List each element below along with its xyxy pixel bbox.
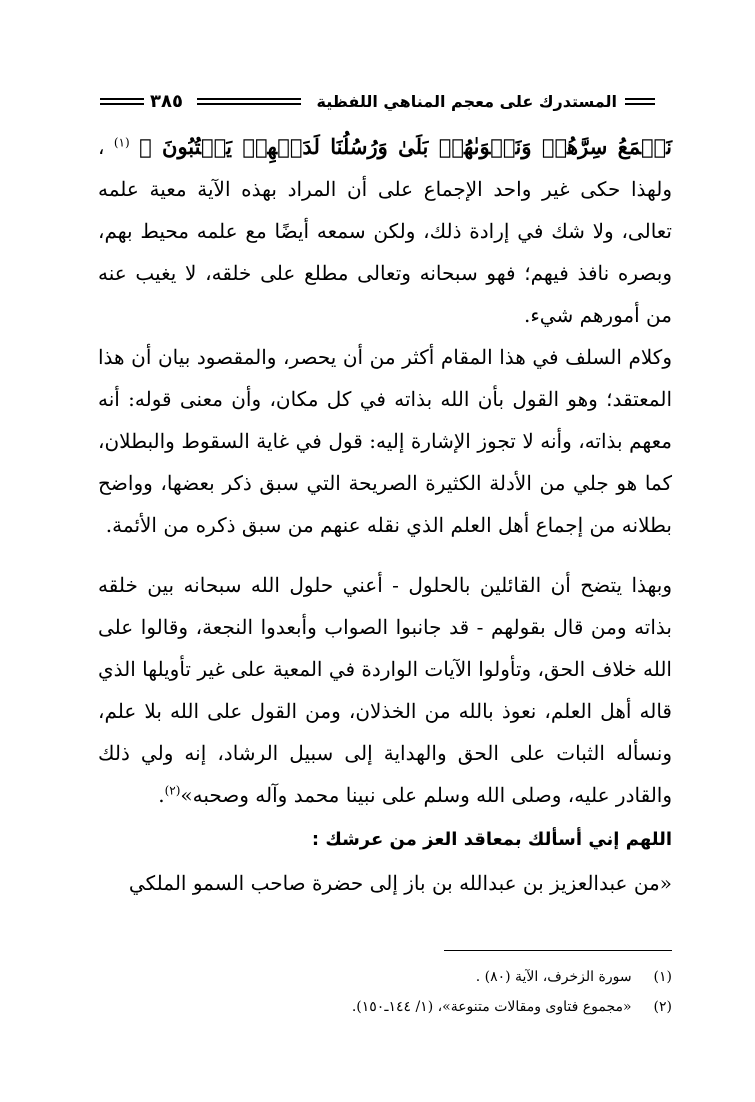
body-text: [98, 126, 672, 904]
footnote-2-number: (٢): [653, 999, 672, 1015]
running-header: [100, 88, 655, 114]
paragraph-4-text: «من عبدالعزيز بن عبدالله بن باز إلى حضرة صاحب السمو الملكي: [128, 871, 672, 895]
paragraph-1: [98, 126, 672, 336]
header-rule-start: [625, 98, 655, 105]
footnote-separator: [444, 950, 672, 951]
quran-verse: نَسۡمَعُ سِرَّهُمۡ وَنَجۡوَىٰهُمۚ بَلَىٰ وَرُسُلُنَا لَدَيۡهِمۡ يَكۡتُبُونَ ﴾: [139, 134, 673, 159]
footnote-1: [98, 962, 672, 992]
footnotes: [98, 962, 672, 1022]
footnote-ref-1: (١): [113, 135, 130, 150]
paragraph-3-end: .: [158, 783, 165, 807]
paragraph-3-text: وبهذا يتضح أن القائلين بالحلول - أعني حلول الله سبحانه بين خلقه بذاته ومن قال بقولهم - قد جانبوا الصواب وأبعدوا النجعة، وقالوا على الله خلاف الحق، وتأولوا الآيات الواردة في المعية على غير تأويلها الذي قاله أهل العلم، نعوذ بالله من الخذلان، ومن القول على الله بلا علم، ونسأله الثبات على الحق والهداية إلى سبيل الرشاد، إنه ولي ذلك والقادر عليه، وصلى الله وسلم على نبينا محمد وآله وصحبه»: [98, 573, 672, 807]
page-number: ٣٨٥: [150, 90, 183, 112]
footnote-ref-2: (٢): [164, 783, 181, 798]
footnote-1-text: سورة الزخرف، الآية (٨٠) .: [475, 969, 632, 985]
paragraph-2-text: وكلام السلف في هذا المقام أكثر من أن يحصر، والمقصود بيان أن هذا المعتقد؛ وهو القول بأن الله بذاته في كل مكان، وأن معنى قوله: أنه معهم بذاته، وأنه لا تجوز الإشارة إليه: قول في غاية السقوط والبطلان، كما هو جلي من الأدلة الكثيرة الصريحة التي سبق ذكر بعضها، وواضح بطلانه من إجماع أهل العلم الذي نقله عنهم من سبق ذكره من الأئمة.: [98, 345, 672, 537]
section-heading: اللهم إني أسألك بمعاقد العز من عرشك :: [311, 829, 672, 850]
paragraph-3: [98, 564, 672, 816]
footnote-2-text: «مجموع فتاوى ومقالات متنوعة»، (١/ ١٤٤ـ١٥٠).: [351, 999, 632, 1015]
running-title: المستدرك على معجم المناهي اللفظية: [316, 91, 617, 111]
paragraph-1-text: ، ولهذا حكى غير واحد الإجماع على أن المراد بهذه الآية معية علمه تعالى، ولا شك في إرادة ذلك، ولكن سمعه أيضًا مع علمه محيط بهم، وبصره نافذ فيهم؛ فهو سبحانه وتعالى مطلع على خلقه، لا يغيب عنه من أمورهم شيء.: [98, 135, 672, 327]
footnote-1-number: (١): [653, 969, 672, 985]
header-rule-middle: [197, 98, 301, 105]
paragraph-4: [98, 862, 672, 904]
paragraph-2: [98, 336, 672, 546]
header-rule-end: [100, 98, 144, 105]
footnote-2: [98, 992, 672, 1022]
